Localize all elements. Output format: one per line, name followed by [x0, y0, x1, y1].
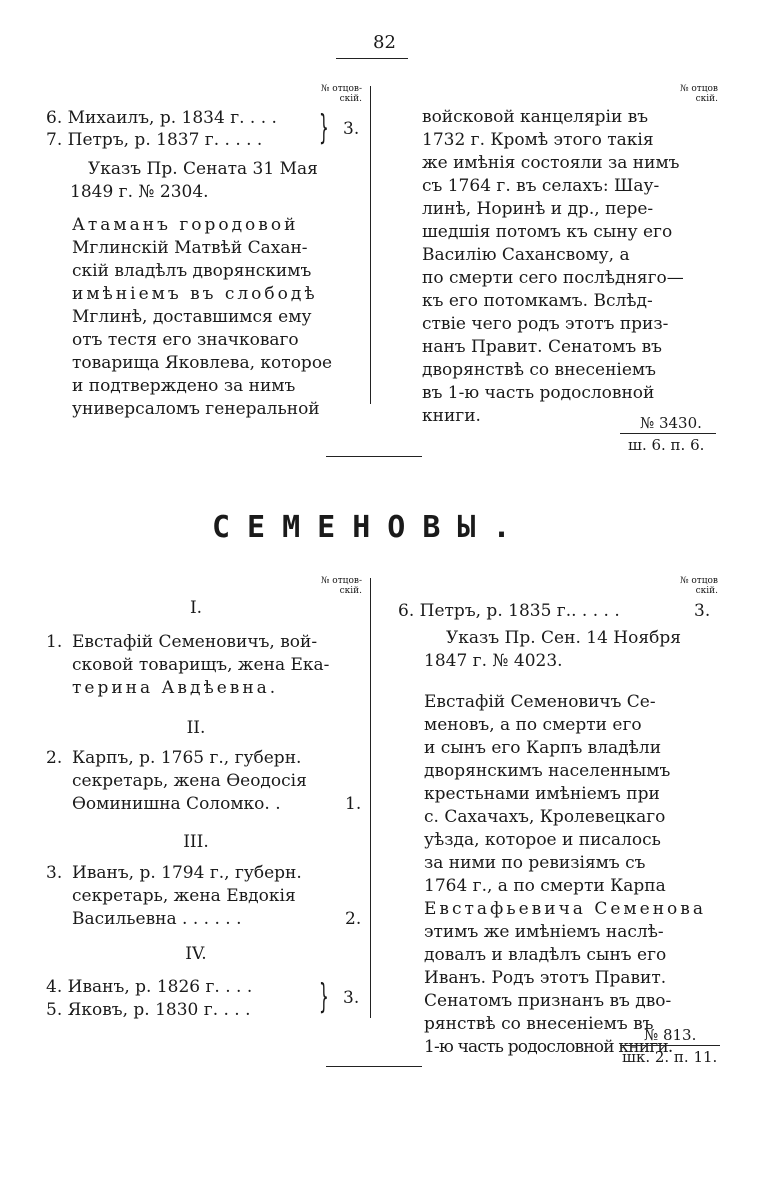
- entry-number: 2.: [46, 748, 63, 768]
- brace-value: 3.: [343, 988, 360, 1008]
- page-number: 82: [373, 32, 396, 53]
- archive-ref: ш. 6. п. 6.: [628, 436, 705, 454]
- entry-row: 7. Петръ, р. 1837 г. . . . .: [46, 130, 263, 150]
- entry-row: 4. Иванъ, р. 1826 г. . . .: [46, 977, 253, 997]
- column-header-left: № отцов- скій.: [320, 84, 362, 104]
- body-text-left: Атаманъ городовой Мглинскій Матвѣй Сахан- скій владѣлъ дворянскимъ имѣніемъ въ слободѣ Мглинѣ, доставшимся ему отъ тестя его значковаго товарища Яковлева, которое и подтверждено за нимъ универсаломъ генеральной: [72, 215, 333, 419]
- section-divider: [326, 1066, 422, 1067]
- page-number-rule: [336, 58, 408, 59]
- generation-heading: I.: [189, 598, 203, 618]
- entry-3: Иванъ, р. 1794 г., губерн. секретарь, жена Евдокія Васильевна . . . . . .: [72, 863, 302, 929]
- decree-line: Указъ Пр. Сен. 14 Ноября: [446, 628, 681, 648]
- column-divider: [370, 578, 371, 1018]
- entry-number: 1.: [46, 632, 63, 652]
- brace-icon: }: [318, 108, 329, 148]
- decree-line: Указъ Пр. Сената 31 Мая: [88, 159, 318, 179]
- decree-line: 1847 г. № 4023.: [424, 651, 563, 671]
- record-number: № 813.: [644, 1026, 697, 1044]
- entry-number: 3.: [46, 863, 63, 883]
- entry-2: Карпъ, р. 1765 г., губерн. секретарь, жена Ѳеодосія Ѳоминишна Соломко. .: [72, 748, 307, 814]
- section-title: СЕМЕНОВЫ.: [212, 510, 528, 545]
- brace-value: 3.: [343, 119, 360, 139]
- entry-value: 1.: [345, 794, 362, 814]
- record-number: № 3430.: [640, 414, 702, 432]
- generation-heading: II.: [186, 718, 206, 738]
- body-text-right: войсковой канцеляріи въ 1732 г. Кромѣ этого такія же имѣнія состояли за нимъ съ 1764 г. въ селахъ: Шау- линѣ, Норинѣ и др., пере- шедшія потомъ къ сыну его Василію Сахансвому, а по смерти сего послѣдняго— къ его потомкамъ. Вслѣд- ствіе чего родъ этотъ приз- нанъ Правит. Сенатомъ въ дворянствѣ со внесеніемъ въ 1-ю часть родословной книги.: [422, 107, 684, 426]
- column-header-left: № отцов- скій.: [320, 576, 362, 596]
- entry-row: 6. Михаилъ, р. 1834 г. . . .: [46, 108, 277, 128]
- column-divider: [370, 86, 371, 404]
- column-header-right: № отцов скій.: [679, 576, 718, 596]
- decree-line: 1849 г. № 2304.: [70, 182, 209, 202]
- archive-ref: шк. 2. п. 11.: [622, 1048, 718, 1066]
- body-text-right: Евстафій Семеновичъ Се- меновъ, а по смерти его и сынъ его Карпъ владѣли дворянскимъ населеннымъ крестьнами имѣніемъ при с. Сахачахъ, Кролевецкаго уѣзда, которое и писалось за ними по ревизіямъ съ 1764 г., а по смерти Карпа Евстафьевича Семенова этимъ же имѣніемъ наслѣ- довалъ и владѣлъ сынъ его Иванъ. Родъ этотъ Правит. Сенатомъ признанъ въ дво- рянствѣ со внесеніемъ въ 1-ю часть родословной книги.: [424, 692, 706, 1057]
- entry-row: 5. Яковъ, р. 1830 г. . . .: [46, 1000, 251, 1020]
- generation-heading: III.: [183, 832, 209, 852]
- column-header-right: № отцов скій.: [679, 84, 718, 104]
- entry-value: 2.: [345, 909, 362, 929]
- entry-row: 6. Петръ, р. 1835 г.. . . . .: [398, 601, 620, 621]
- brace-icon: }: [318, 977, 329, 1017]
- generation-heading: IV.: [185, 944, 207, 964]
- section-divider: [326, 456, 422, 457]
- entry-1: Евстафій Семеновичъ, вой- сковой товарищъ, жена Ека- терина Авдѣевна.: [72, 632, 330, 698]
- entry-value: 3.: [694, 601, 711, 621]
